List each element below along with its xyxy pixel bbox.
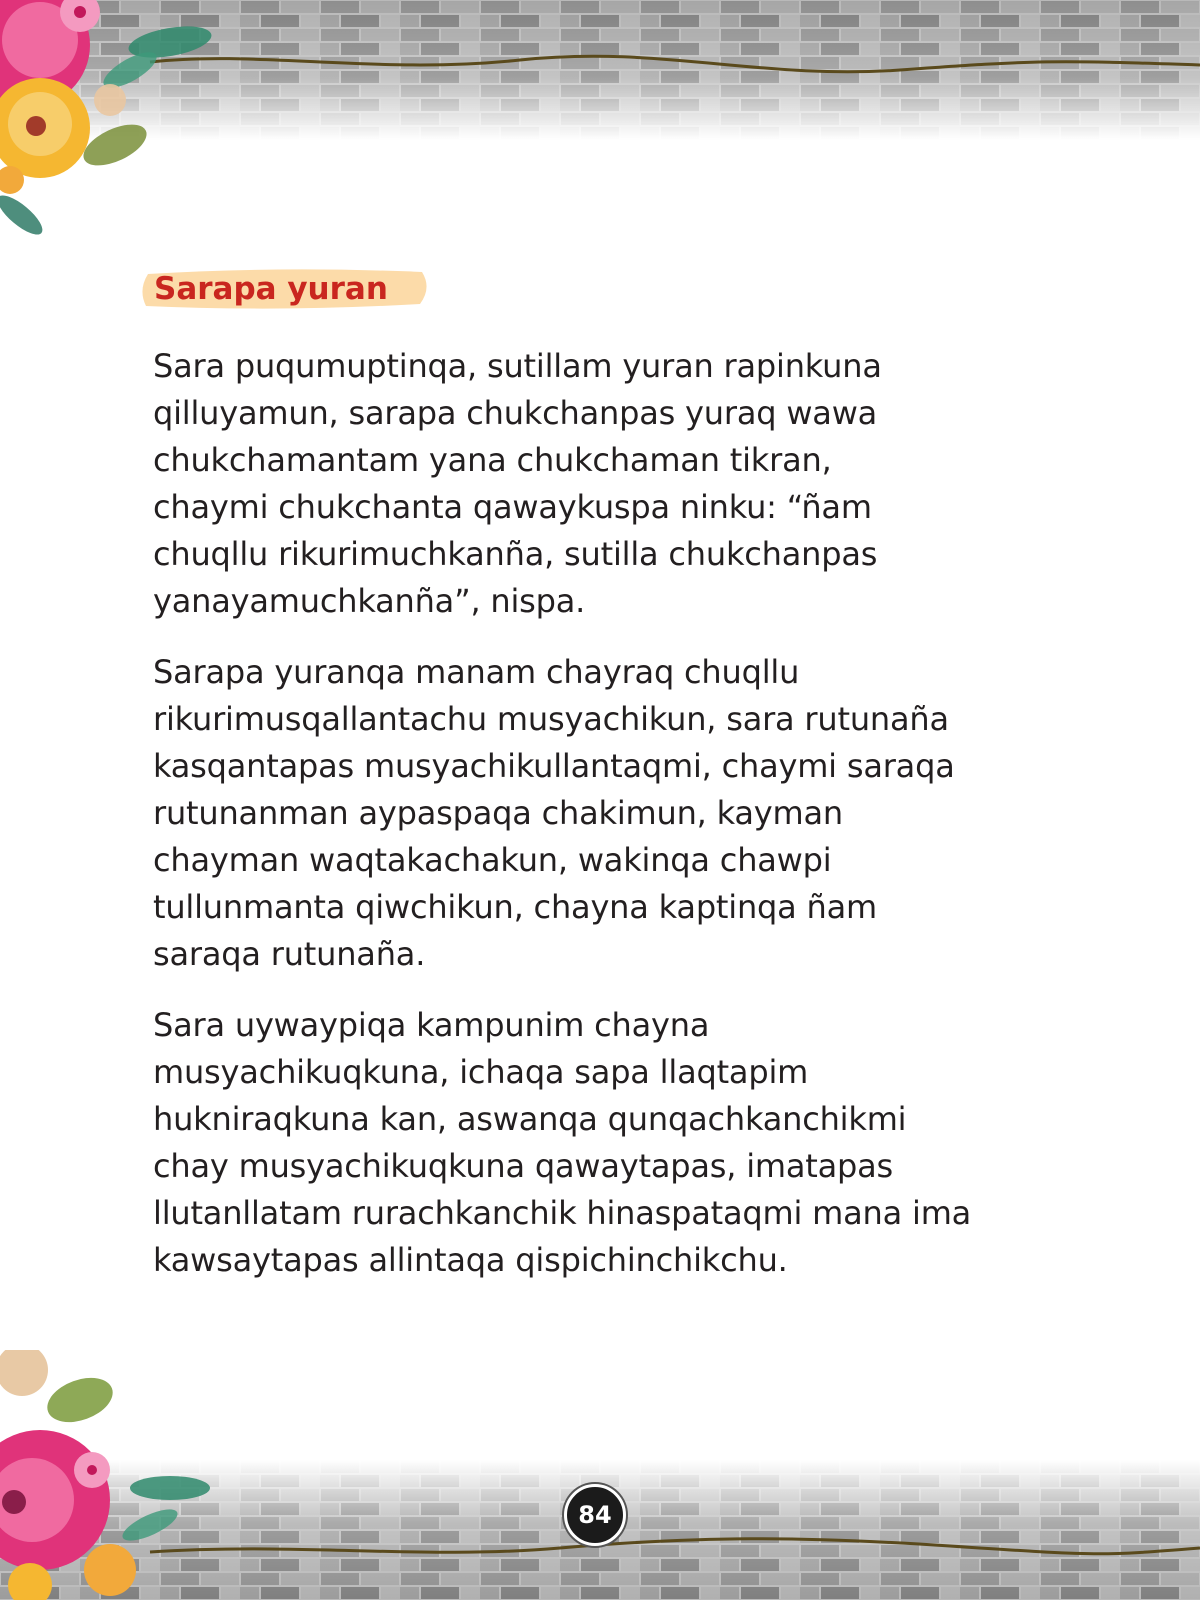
text-line: rutunanman aypaspaqa chakimun, kayman bbox=[153, 794, 843, 832]
text-line: musyachikuqkuna, ichaqa sapa llaqtapim bbox=[153, 1053, 809, 1091]
text-line: chuqllu rikurimuchkanña, sutilla chukchanpas bbox=[153, 535, 878, 573]
text-line: chukchamantam yana chukchaman tikran, bbox=[153, 441, 832, 479]
watercolor-flowers-icon bbox=[0, 1350, 230, 1600]
page-number-badge: 84 bbox=[564, 1484, 626, 1546]
text-line: tullunmanta qiwchikun, chayna kaptinqa ñam bbox=[153, 888, 878, 926]
text-line: Sara puqumuptinqa, sutillam yuran rapinkuna bbox=[153, 347, 882, 385]
text-line: chay musyachikuqkuna qawaytapas, imatapas bbox=[153, 1147, 894, 1185]
text-line: yanayamuchkanña”, nispa. bbox=[153, 582, 586, 620]
text-line: saraqa rutunaña. bbox=[153, 935, 426, 973]
text-line: hukniraqkuna kan, aswanqa qunqachkanchikmi bbox=[153, 1100, 907, 1138]
paragraph-3 bbox=[153, 1002, 1053, 1284]
text-line: chaymi chukchanta qawaykuspa ninku: “ñam bbox=[153, 488, 872, 526]
top-left-flowers bbox=[0, 0, 220, 245]
watercolor-flowers-icon bbox=[0, 0, 220, 245]
body-text bbox=[153, 343, 1053, 1308]
text-line: chayman waqtakachakun, wakinqa chawpi bbox=[153, 841, 832, 879]
text-line: kawsaytapas allintaqa qispichinchikchu. bbox=[153, 1241, 788, 1279]
section-title-tag bbox=[140, 268, 430, 310]
text-line: rikurimusqallantachu musyachikun, sara rutunaña bbox=[153, 700, 949, 738]
section-title: Sarapa yuran bbox=[154, 271, 388, 307]
text-line: qilluyamun, sarapa chukchanpas yuraq wawa bbox=[153, 394, 878, 432]
paragraph-2 bbox=[153, 649, 1053, 978]
paragraph-1 bbox=[153, 343, 1053, 625]
text-line: Sarapa yuranqa manam chayraq chuqllu bbox=[153, 653, 800, 691]
text-line: Sara uywaypiqa kampunim chayna bbox=[153, 1006, 710, 1044]
bottom-left-flowers bbox=[0, 1350, 230, 1600]
text-line: llutanllatam rurachkanchik hinaspataqmi mana ima bbox=[153, 1194, 972, 1232]
text-line: kasqantapas musyachikullantaqmi, chaymi saraqa bbox=[153, 747, 955, 785]
